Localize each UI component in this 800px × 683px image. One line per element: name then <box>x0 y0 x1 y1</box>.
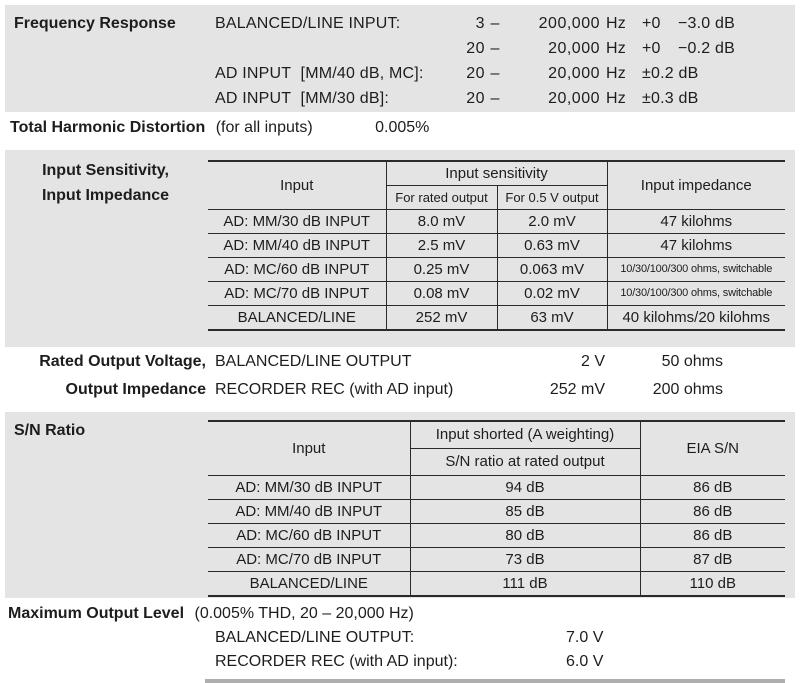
column-header-half-volt-output: For 0.5 V output <box>497 186 607 210</box>
cell-half: 63 mV <box>497 306 607 331</box>
sn-ratio-table <box>208 420 785 597</box>
cell-impedance: 10/30/100/300 ohms, switchable <box>607 282 785 306</box>
cell-rated: 8.0 mV <box>386 210 497 234</box>
cell-sn: 85 dB <box>410 500 640 524</box>
output-voltage: 2 V <box>580 353 605 370</box>
section-title-line1: Input Sensitivity, <box>42 162 169 179</box>
range-separator: – <box>490 39 500 57</box>
next-table-top-edge <box>205 679 785 683</box>
range-start: 20 <box>466 89 485 107</box>
tolerance-minus: −0.2 dB <box>678 39 736 57</box>
section-title: Maximum Output Level <box>8 605 185 622</box>
rated-output-section <box>10 351 723 407</box>
input-sensitivity-section <box>5 150 795 347</box>
cell-impedance: 47 kilohms <box>607 234 785 258</box>
range-unit: Hz <box>606 39 626 57</box>
section-title: Total Harmonic Distortion <box>10 119 206 136</box>
table-row <box>208 476 785 500</box>
cell-input: AD: MM/40 dB INPUT <box>208 234 386 258</box>
max-output-row <box>8 626 603 650</box>
cell-impedance: 47 kilohms <box>607 210 785 234</box>
frequency-response-row <box>5 86 795 111</box>
output-impedance: 50 ohms <box>661 353 723 370</box>
range-separator: – <box>490 89 500 107</box>
thd-section <box>10 119 429 137</box>
output-voltage: 252 mV <box>549 381 605 398</box>
column-header-input-shorted: Input shorted (A weighting) <box>410 421 640 449</box>
frequency-response-section <box>5 5 795 112</box>
maximum-output-section <box>8 602 603 674</box>
table-row <box>208 258 785 282</box>
table-row <box>208 572 785 597</box>
tolerance: ±0.3 dB <box>642 89 699 107</box>
output-name: BALANCED/LINE OUTPUT <box>215 353 412 370</box>
cell-sn: 80 dB <box>410 524 640 548</box>
range-separator: – <box>490 14 500 32</box>
input-sensitivity-table <box>208 160 785 331</box>
cell-eia: 87 dB <box>640 548 785 572</box>
tolerance: ±0.2 dB <box>642 64 699 82</box>
table-row <box>208 234 785 258</box>
max-output-row <box>8 650 603 674</box>
range-end: 20,000 <box>548 89 600 107</box>
range-end: 20,000 <box>548 39 600 57</box>
cell-rated: 252 mV <box>386 306 497 331</box>
section-title: S/N Ratio <box>14 422 86 439</box>
input-name: AD INPUT [MM/30 dB]: <box>215 89 390 107</box>
section-title: Frequency Response <box>14 14 176 32</box>
cell-input: AD: MC/70 dB INPUT <box>208 282 386 306</box>
range-separator: – <box>490 64 500 82</box>
cell-input: AD: MC/70 dB INPUT <box>208 548 410 572</box>
cell-impedance: 40 kilohms/20 kilohms <box>607 306 785 331</box>
input-name: AD INPUT [MM/40 dB, MC]: <box>215 64 424 82</box>
frequency-response-row <box>5 61 795 86</box>
cell-impedance: 10/30/100/300 ohms, switchable <box>607 258 785 282</box>
section-title-line1: Rated Output Voltage, <box>39 353 206 370</box>
range-unit: Hz <box>606 89 626 107</box>
cell-input: AD: MC/60 dB INPUT <box>208 258 386 282</box>
range-start: 3 <box>475 14 485 32</box>
output-name: RECORDER REC (with AD input): <box>215 653 458 670</box>
thd-qualifier: (for all inputs) <box>215 119 313 136</box>
cell-rated: 2.5 mV <box>386 234 497 258</box>
range-end: 200,000 <box>538 14 600 32</box>
cell-half: 0.63 mV <box>497 234 607 258</box>
table-row <box>208 210 785 234</box>
frequency-response-row <box>5 11 795 36</box>
thd-value: 0.005% <box>375 119 430 136</box>
rated-output-row <box>10 379 723 401</box>
cell-rated: 0.08 mV <box>386 282 497 306</box>
sn-ratio-section <box>5 412 795 598</box>
table-row <box>208 500 785 524</box>
range-start: 20 <box>466 64 485 82</box>
table-row <box>208 306 785 331</box>
cell-input: BALANCED/LINE <box>208 306 386 331</box>
cell-input: AD: MM/30 dB INPUT <box>208 210 386 234</box>
column-header-input-sensitivity: Input sensitivity <box>386 161 607 186</box>
cell-sn: 111 dB <box>410 572 640 597</box>
output-name: RECORDER REC (with AD input) <box>215 381 454 398</box>
range-start: 20 <box>466 39 485 57</box>
tolerance-plus: +0 <box>642 39 661 57</box>
cell-input: AD: MM/40 dB INPUT <box>208 500 410 524</box>
output-value: 7.0 V <box>566 629 604 646</box>
range-unit: Hz <box>606 14 626 32</box>
column-header-input-impedance: Input impedance <box>607 161 785 210</box>
cell-eia: 86 dB <box>640 500 785 524</box>
column-header-sn-rated-output: S/N ratio at rated output <box>410 449 640 476</box>
column-header-input: Input <box>208 161 386 210</box>
output-name: BALANCED/LINE OUTPUT: <box>215 629 415 646</box>
rated-output-row <box>10 351 723 373</box>
cell-eia: 86 dB <box>640 476 785 500</box>
column-header-rated-output: For rated output <box>386 186 497 210</box>
cell-eia: 86 dB <box>640 524 785 548</box>
max-output-qualifier: (0.005% THD, 20 – 20,000 Hz) <box>194 605 414 622</box>
tolerance-minus: −3.0 dB <box>678 14 736 32</box>
table-row <box>208 282 785 306</box>
cell-half: 2.0 mV <box>497 210 607 234</box>
output-impedance: 200 ohms <box>652 381 723 398</box>
input-name: BALANCED/LINE INPUT: <box>215 14 401 32</box>
section-title-line2: Output Impedance <box>65 381 206 398</box>
cell-input: BALANCED/LINE <box>208 572 410 597</box>
cell-eia: 110 dB <box>640 572 785 597</box>
cell-half: 0.063 mV <box>497 258 607 282</box>
tolerance-plus: +0 <box>642 14 661 32</box>
section-title-row <box>8 602 603 626</box>
cell-sn: 73 dB <box>410 548 640 572</box>
table-row <box>208 524 785 548</box>
cell-sn: 94 dB <box>410 476 640 500</box>
cell-rated: 0.25 mV <box>386 258 497 282</box>
output-value: 6.0 V <box>566 653 604 670</box>
column-header-input: Input <box>208 421 410 476</box>
table-row <box>208 548 785 572</box>
column-header-eia-sn: EIA S/N <box>640 421 785 476</box>
range-end: 20,000 <box>548 64 600 82</box>
range-unit: Hz <box>606 64 626 82</box>
frequency-response-row <box>5 36 795 61</box>
section-title <box>8 158 203 208</box>
cell-input: AD: MM/30 dB INPUT <box>208 476 410 500</box>
section-title-line2: Input Impedance <box>41 187 170 204</box>
cell-input: AD: MC/60 dB INPUT <box>208 524 410 548</box>
cell-half: 0.02 mV <box>497 282 607 306</box>
